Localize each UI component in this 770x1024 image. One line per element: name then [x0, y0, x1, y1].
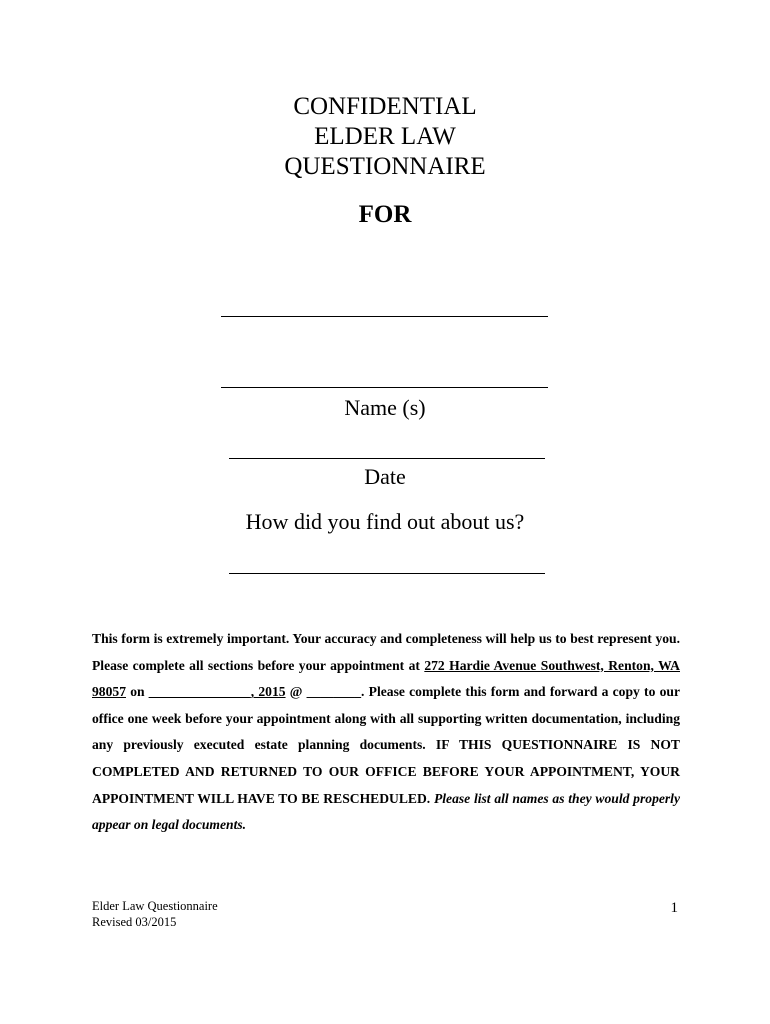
appointment-date-blank[interactable]: _______________, 2015 — [148, 684, 286, 700]
for-blank-line-1[interactable] — [221, 316, 548, 317]
appointment-address: 272 Hardie Avenue Southwest, Renton, WA 98057 — [92, 657, 680, 700]
instructions-on: on — [125, 684, 149, 700]
footer-revised: Revised 03/2015 — [92, 915, 177, 929]
instructions-at: @ — [285, 684, 307, 700]
document-title — [0, 92, 770, 182]
instructions-text-2: . Please complete this form and forward a copy to our office one week before your appointment along with all supporting written documentation, including any previously executed estate planning documents. IF THIS QUESTIONNAIRE IS NOT COMPLETED AND RETURNED TO OUR OFFICE BEFORE YOUR APPOINTMENT, YOUR APPOINTMENT WILL HAVE TO BE RESCHEDULED. — [92, 684, 680, 806]
date-blank-line[interactable] — [229, 458, 545, 459]
instructions-text-1: This form is extremely important. Your accuracy and completeness will help us to best represent you. Please complete all sections before your appointment at — [92, 631, 680, 673]
footer-doc-name: Elder Law Questionnaire — [92, 899, 218, 913]
title-line-confidential: CONFIDENTIAL — [293, 93, 477, 120]
name-blank-line[interactable] — [221, 387, 548, 388]
date-label: Date — [364, 464, 406, 489]
instructions-paragraph — [92, 626, 680, 839]
name-label: Name (s) — [344, 395, 426, 420]
title-line-elder-law: ELDER LAW — [314, 123, 456, 150]
referral-question: How did you find out about us? — [245, 509, 525, 534]
title-for: FOR — [358, 201, 412, 228]
referral-blank-line[interactable] — [229, 573, 545, 574]
page-number: 1 — [670, 900, 678, 916]
footer — [92, 898, 218, 930]
instructions-italic-note: Please list all names as they would properly appear on legal documents. — [92, 790, 680, 833]
title-line-questionnaire: QUESTIONNAIRE — [284, 153, 486, 180]
appointment-time-blank[interactable]: ________ — [306, 684, 362, 700]
